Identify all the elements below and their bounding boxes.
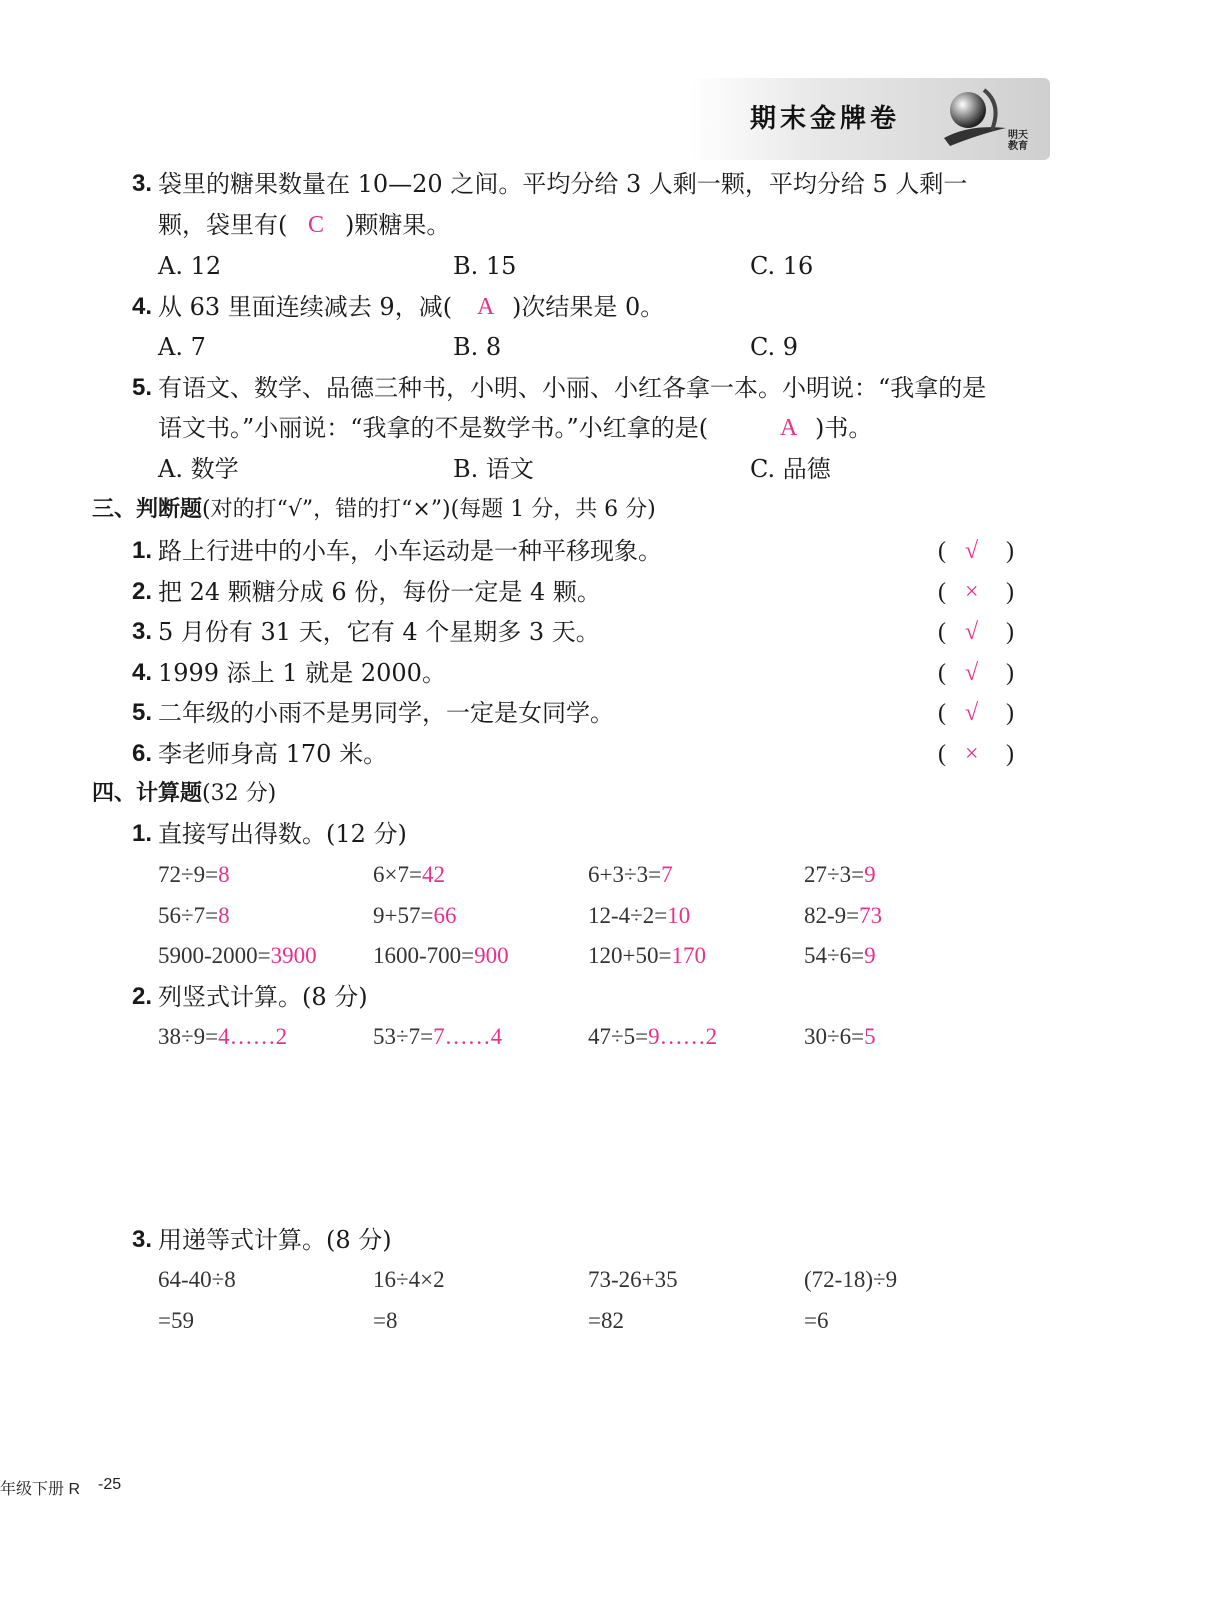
math-answer: =82 (588, 1308, 624, 1333)
part-number: 2. (132, 983, 153, 1010)
judgment-text: 二年级的小雨不是男同学，一定是女同学。 (158, 699, 614, 727)
section-title: 三、判断题 (92, 496, 203, 522)
math-item (588, 1021, 717, 1053)
brand-line-1: 明天 (1008, 130, 1028, 141)
math-answer: =8 (373, 1308, 398, 1333)
math-answer: 42 (421, 862, 445, 887)
math-item (158, 859, 230, 891)
question-number: 5. (132, 374, 153, 401)
math-answer: 4……2 (218, 1024, 288, 1049)
option-a: A. 7 (158, 333, 206, 361)
math-item (588, 940, 706, 972)
judgment-text: 1999 添上 1 就是 2000。 (158, 658, 446, 687)
judgment-mark: × (965, 578, 979, 605)
judgment-number: 1. (132, 537, 153, 564)
math-answer: 9 (864, 862, 876, 887)
math-item (588, 900, 690, 932)
paren-open: ( (938, 619, 946, 645)
question-number: 4. (132, 293, 153, 320)
question-text: )次结果是 0。 (512, 293, 665, 321)
answer-blank: A (780, 415, 798, 441)
part-title: 直接写出得数。(12 分) (158, 820, 407, 848)
part-title: 用递等式计算。(8 分) (158, 1226, 392, 1254)
paren-open: ( (938, 538, 946, 564)
math-expression: 6×7= (373, 862, 422, 887)
answer-blank: A (477, 294, 495, 320)
math-answer: 66 (433, 902, 457, 928)
answer-blank: C (308, 212, 325, 238)
judgment-mark: √ (965, 659, 979, 686)
math-expression: 6+3÷3= (588, 862, 662, 887)
paren-open: ( (938, 700, 946, 726)
option-b: B. 15 (453, 252, 517, 280)
judgment-mark: √ (965, 619, 979, 645)
paren-open: ( (938, 578, 946, 605)
footer-text: 年级下册 R (0, 1481, 81, 1498)
math-answer: 10 (667, 902, 691, 928)
math-answer: =59 (158, 1308, 194, 1333)
question-text: 从 63 里面连续减去 9，减( (158, 293, 453, 321)
judgment-text: 5 月份有 31 天，它有 4 个星期多 3 天。 (158, 618, 600, 646)
section-subtitle: (对的打“√”，错的打“×”)(每题 1 分，共 6 分) (202, 497, 656, 522)
question-text: )颗糖果。 (345, 211, 451, 239)
math-item (373, 1021, 502, 1053)
section-heading (92, 494, 656, 525)
judgment-mark: √ (965, 538, 979, 564)
math-answer: 9……2 (648, 1024, 718, 1049)
judgment-mark: √ (965, 700, 979, 726)
math-item (804, 859, 876, 891)
math-item (588, 859, 673, 891)
math-expression: 64-40÷8 (158, 1267, 236, 1292)
math-item (804, 940, 876, 972)
math-answer: 5 (864, 1024, 876, 1049)
math-expression: 73-26+35 (588, 1267, 678, 1292)
option-c: C. 16 (750, 252, 814, 280)
header-banner (690, 78, 1050, 160)
part-number: 1. (132, 820, 153, 847)
question-text: )书。 (815, 414, 873, 442)
math-answer: 7 (661, 862, 673, 887)
paren-close: ) (1006, 700, 1014, 726)
math-answer: 170 (671, 943, 706, 968)
math-expression: 38÷9= (158, 1024, 219, 1049)
judgment-mark: × (965, 740, 979, 767)
brand-text (1008, 130, 1038, 152)
option-b: B. 8 (453, 333, 502, 361)
math-item (804, 1021, 876, 1053)
paren-close: ) (1006, 740, 1014, 767)
page-number: -25 (98, 1476, 122, 1493)
globe-logo-icon (940, 84, 1010, 154)
math-answer: 9 (864, 943, 876, 968)
math-item (373, 900, 456, 932)
question-text: 颗，袋里有( (158, 211, 288, 239)
paren-close: ) (1006, 538, 1014, 564)
math-item (158, 1021, 287, 1053)
math-item (373, 940, 509, 972)
question-text: 有语文、数学、品德三种书，小明、小丽、小红各拿一本。小明说：“我拿的是 (158, 374, 987, 402)
math-item (158, 940, 317, 972)
judgment-text: 把 24 颗糖分成 6 份，每份一定是 4 颗。 (158, 577, 601, 606)
math-answer: 7……4 (433, 1024, 503, 1049)
math-expression: 27÷3= (804, 862, 865, 887)
judgment-text: 路上行进中的小车，小车运动是一种平移现象。 (158, 537, 662, 565)
paren-close: ) (1006, 619, 1014, 645)
math-expression: 30÷6= (804, 1024, 865, 1049)
paren-close: ) (1006, 659, 1014, 686)
math-answer: =6 (804, 1308, 829, 1333)
math-item (804, 900, 882, 932)
question-text: 袋里的糖果数量在 10—20 之间。平均分给 3 人剩一颗，平均分给 5 人剩一 (158, 170, 968, 198)
judgment-number: 3. (132, 618, 153, 645)
brand-line-2: 教育 (1008, 141, 1028, 152)
section-title: 四、计算题 (92, 780, 203, 806)
math-answer: 8 (218, 862, 230, 887)
math-answer: 73 (859, 902, 883, 928)
math-expression: 12-4÷2= (588, 902, 668, 928)
part-number: 3. (132, 1226, 153, 1253)
judgment-number: 5. (132, 699, 153, 726)
math-expression: 54÷6= (804, 943, 865, 968)
math-expression: 56÷7= (158, 902, 219, 928)
option-a: A. 12 (158, 252, 222, 280)
paren-open: ( (938, 740, 946, 767)
option-c: C. 9 (750, 333, 799, 361)
option-b: B. 语文 (453, 455, 534, 483)
math-expression: 120+50= (588, 943, 672, 968)
math-expression: 9+57= (373, 902, 434, 928)
section-heading (92, 778, 276, 809)
math-answer: 900 (474, 943, 509, 968)
question-number: 3. (132, 170, 153, 197)
math-answer: 3900 (270, 943, 317, 968)
paren-close: ) (1006, 578, 1014, 605)
part-title: 列竖式计算。(8 分) (158, 983, 368, 1011)
math-expression: 1600-700= (373, 943, 475, 968)
judgment-text: 李老师身高 170 米。 (158, 739, 388, 768)
math-expression: (72-18)÷9 (804, 1267, 898, 1292)
judgment-number: 2. (132, 577, 153, 605)
question-text: 语文书。”小丽说：“我拿的不是数学书。”小红拿的是( (158, 414, 709, 442)
math-expression: 47÷5= (588, 1024, 649, 1049)
math-expression: 5900-2000= (158, 943, 271, 968)
judgment-number: 4. (132, 658, 153, 686)
math-item (158, 900, 230, 932)
banner-title: 期末金牌卷 (750, 104, 901, 134)
math-expression: 72÷9= (158, 862, 219, 887)
math-expression: 16÷4×2 (373, 1267, 445, 1292)
math-expression: 53÷7= (373, 1024, 434, 1049)
option-c: C. 品德 (750, 455, 831, 483)
math-item (373, 859, 445, 891)
math-expression: 82-9= (804, 902, 860, 928)
option-a: A. 数学 (158, 455, 239, 483)
judgment-number: 6. (132, 739, 153, 767)
section-subtitle: (32 分) (202, 781, 277, 806)
math-answer: 8 (218, 902, 230, 928)
paren-open: ( (938, 659, 946, 686)
